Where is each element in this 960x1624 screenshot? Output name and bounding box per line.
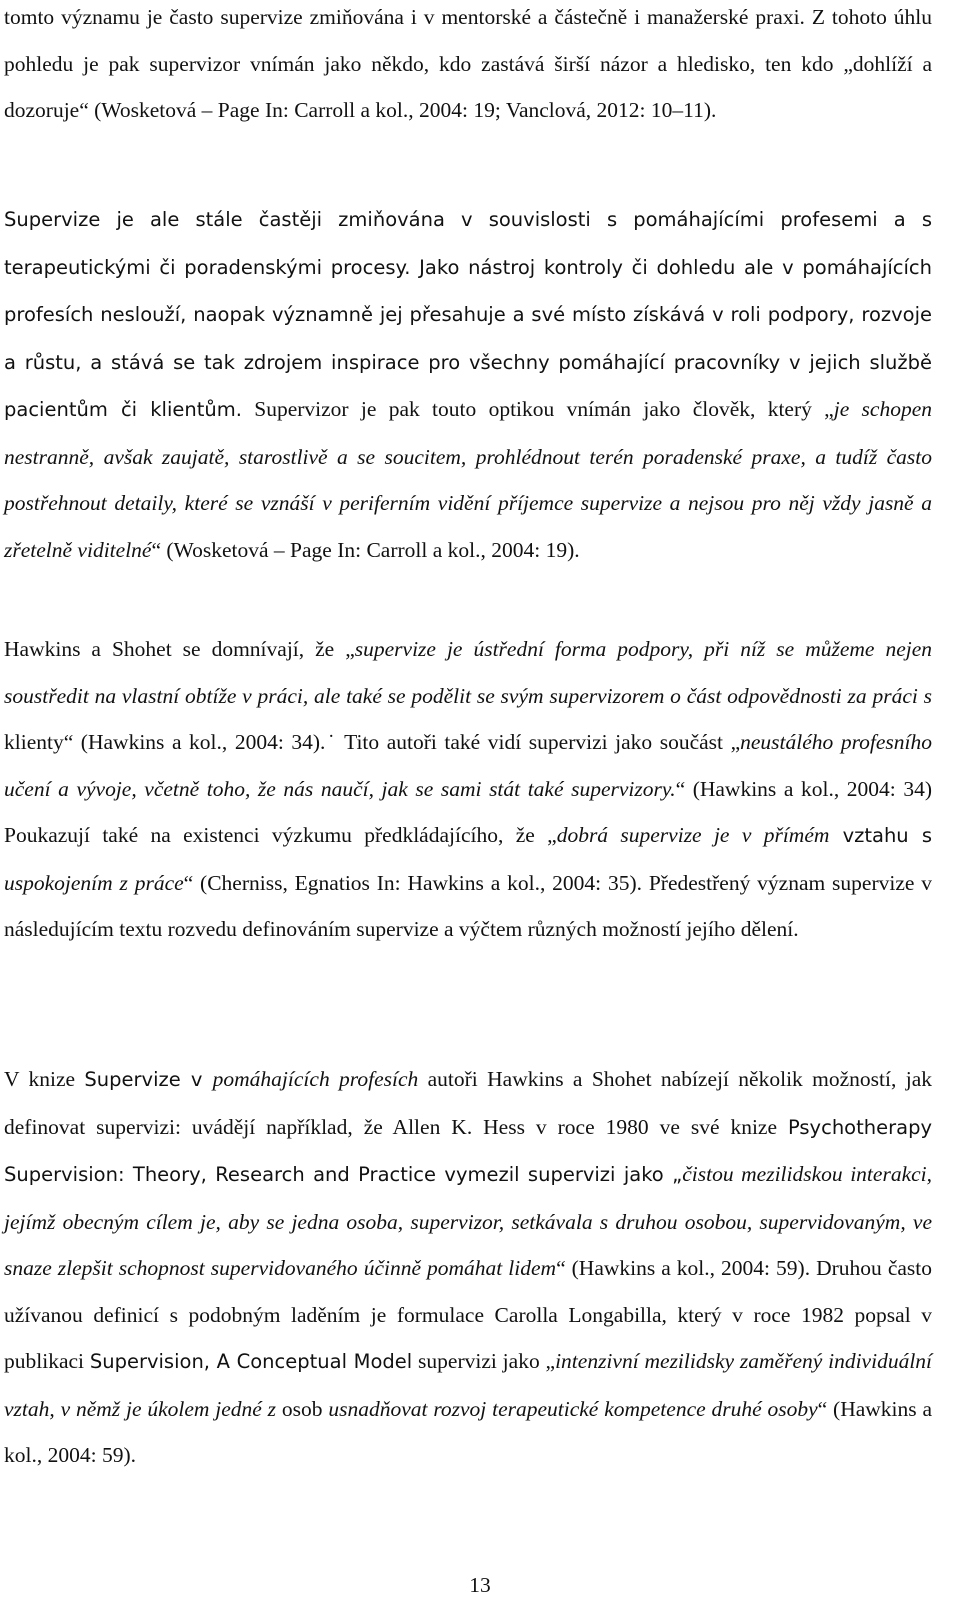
paragraph-3-italic-4: uspokojením z práce: [4, 870, 184, 895]
paragraph-4: [4, 1056, 932, 1479]
paragraph-4-sans-1: Supervize v: [84, 1068, 213, 1091]
paragraph-2: [4, 196, 932, 573]
paragraph-3-sans-1: vztahu s: [829, 824, 932, 847]
paragraph-1: [4, 0, 932, 134]
paragraph-4-plain-1: V knize: [4, 1067, 85, 1091]
paragraph-4-sans-2: Psychotherapy Supervision: Theory, Research and Practice vymezil supervizi jako „: [4, 1115, 932, 1186]
page-number: 13: [469, 1573, 491, 1597]
paragraph-2-italic-1: je schopen nestranně, avšak zaujatě, starostlivě a se soucitem, prohlédnout terén poradenské praxe, a tudíž často postřehnout detaily, které se vznáší v periferním vidění příjemce supervize a nejsou pro něj vždy jasně a zřetelně viditelné: [4, 397, 932, 562]
paragraph-2-plain-2: “ (Wosketová – Page In: Carroll a kol., 2004: 19).: [151, 537, 580, 562]
paragraph-1-text: tomto významu je často supervize zmiňována i v mentorské a částečně i manažerské praxi. Z tohoto úhlu pohledu je pak supervizor vnímán jako někdo, kdo zastává širší názor a hledisko, ten kdo „dohlíží a dozoruje“ (Wosketová – Page In: Carroll a kol., 2004: 19; Vanclová, 2012: 10–11).: [4, 5, 932, 122]
paragraph-3-plain-4: “ (Cherniss, Egnatios In: Hawkins a kol., 2004: 35). Předestřený význam supervize v následujícím textu rozvedu definováním supervize a výčtem různých možností jejího dělení.: [4, 870, 933, 941]
paragraph-4-sans-3: Supervision, A Conceptual Model: [89, 1350, 413, 1373]
paragraph-4-italic-1: pomáhajících profesích: [212, 1067, 419, 1091]
paragraph-3-italic-3: dobrá supervize je v přímém: [556, 823, 830, 847]
paragraph-4-italic-2: čistou mezilidskou interakci, jejímž obecným cílem je, aby se jedna osoba, supervizor, setkávala s druhou osobou, supervidovaným, ve snaze zlepšit schopnost supervidovaného účinně pomáhat lidem: [4, 1162, 932, 1280]
paragraph-3-plain-2: klienty“ (Hawkins a kol., 2004: 34).˙ Tito autoři také vidí supervizi jako součást „: [4, 730, 741, 754]
paragraph-4-plain-4: supervizi jako „: [412, 1349, 556, 1373]
paragraph-4-plain-3: “ (Hawkins a kol., 2004: 59). Druhou často užívanou definicí s podobným laděním je formulace Carolla Longabilla, který v roce 1982 popsal v publikaci: [4, 1256, 932, 1373]
paragraph-4-plain-5: osob: [276, 1396, 329, 1421]
paragraph-3: [4, 626, 932, 953]
paragraph-3-plain-1: Hawkins a Shohet se domnívají, že „: [4, 637, 355, 661]
paragraph-4-italic-4: usnadňovat rozvoj terapeutické kompetence druhé osoby: [328, 1396, 818, 1421]
paragraph-4-italic-3: intenzivní mezilidsky zaměřený individuální vztah, v němž je úkolem jedné z: [4, 1349, 933, 1421]
paragraph-3-plain-3: “ (Hawkins a kol., 2004: 34) Poukazují také na existenci výzkumu předkládajícího, že „: [4, 776, 932, 847]
paragraph-3-italic-1: supervize je ústřední forma podpory, při níž se můžeme nejen soustředit na vlastní obtíže v práci, ale také se podělit se svým supervizorem o část odpovědnosti za práci s: [4, 637, 933, 708]
paragraph-4-plain-2: autoři Hawkins a Shohet nabízejí několik možností, jak definovat supervizi: uvádějí například, že Allen K. Hess v roce 1980 ve své knize: [4, 1067, 932, 1139]
paragraph-2-plain-1: Supervizor je pak touto optikou vnímán jako člověk, který „: [241, 397, 834, 421]
paragraph-3-italic-2: neustálého profesního učení a vývoje, včetně toho, že nás naučí, jak se sami stát také supervizory.: [4, 730, 932, 801]
paragraph-2-sans-1: Supervize je ale stále častěji zmiňována v souvislosti s pomáhajícími profesemi a s terapeutickými či poradenskými procesy. Jako nástroj kontroly či dohledu ale v pomáhajících profesích neslouží, naopak významně jej přesahuje a své místo získává v roli podpory, rozvoje a růstu, a stává se tak zdrojem inspirace pro všechny pomáhající pracovníky v jejich službě pacientům či klientům.: [4, 208, 932, 421]
paragraph-4-plain-6: “ (Hawkins a kol., 2004: 59).: [4, 1396, 933, 1467]
